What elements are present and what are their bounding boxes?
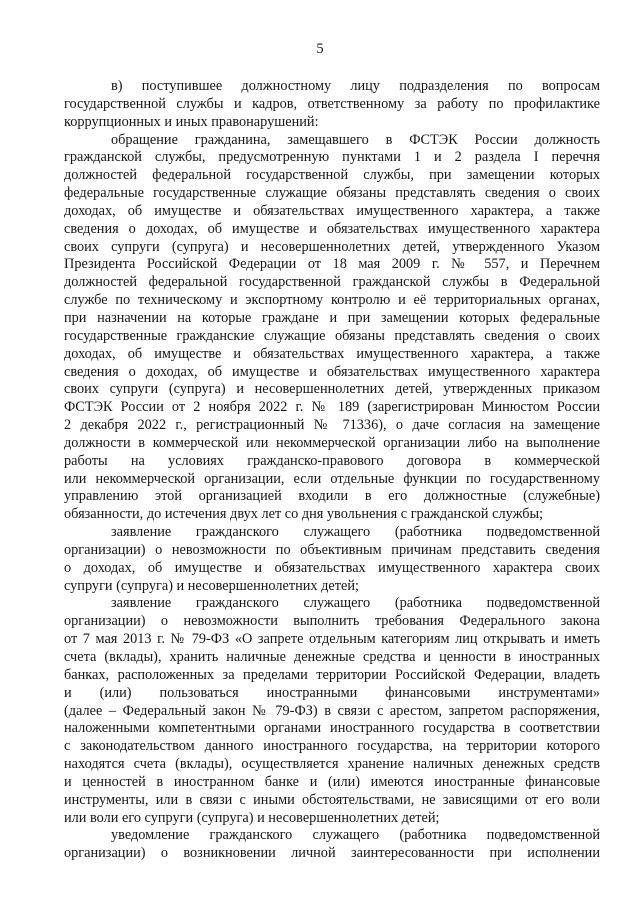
text-line: гражданской службы, предусмотренную пунктами 1 и 2 раздела I перечня — [64, 149, 600, 166]
text-line: инструменты, или в связи с иными обстоятельствами, не зависящими от его воли — [64, 791, 600, 808]
text-line: обязанности, до истечения двух лет со дня увольнения с гражданской службы; — [64, 506, 544, 523]
text-line: ФСТЭК России от 2 ноября 2022 г. № 189 (зарегистрирован Минюстом России — [64, 399, 600, 416]
text-line: федеральные государственные служащие обязаны представлять сведения о своих — [64, 185, 600, 202]
text-line: организации) о невозможности по объективным причинам представить сведения — [64, 541, 600, 558]
paragraph-statement-1 — [64, 524, 600, 595]
text-line: своих супруги (супруга) и несовершеннолетних детей, утвержденных приказом — [64, 381, 600, 398]
text-line: сведения о доходах, об имуществе и обязательствах имущественного характера — [64, 220, 600, 237]
text-line: должности в коммерческой или некоммерческой организации либо на выполнение — [64, 434, 600, 451]
text-line: доходах, об имуществе и обязательствах имущественного характера, а также — [64, 202, 600, 219]
document-body — [64, 78, 600, 863]
text-line: Президента Российской Федерации от 18 мая 2009 г. № 557, и Перечнем — [64, 256, 600, 273]
text-line: доходах, об имуществе и обязательствах имущественного характера, а также — [64, 345, 600, 362]
text-line: государственной службы и кадров, ответственному за работу по профилактике — [64, 95, 600, 112]
text-line: сведения о доходах, об имуществе и обязательствах имущественного характера — [64, 363, 600, 380]
text-line: при назначении на которые граждане и при замещении которых федеральные — [64, 309, 600, 326]
text-line: (далее – Федеральный закон № 79-ФЗ) в связи с арестом, запретом распоряжения, — [64, 702, 600, 719]
text-line: 2 декабря 2022 г., регистрационный № 71336), о даче согласия на замещение — [64, 417, 600, 434]
text-line: коррупционных и иных правонарушений: — [64, 113, 319, 130]
text-line: службе по техническому и экспортному контролю и её территориальных органах, — [64, 292, 600, 309]
text-line: счета (вклады), хранить наличные денежные средства и ценности в иностранных — [64, 649, 600, 665]
paragraph-appeal — [64, 132, 600, 525]
paragraph-item-v — [64, 78, 600, 132]
text-line: управлению этой организацией входили в его должностные (служебные) — [64, 488, 600, 505]
text-line: банках, расположенных за пределами территории Российской Федерации, владеть — [64, 666, 600, 683]
paragraph-notice — [64, 827, 600, 863]
text-line: и (или) пользоваться иностранными финансовыми инструментами» — [64, 684, 600, 701]
text-line: организации) о невозможности выполнить требования Федерального закона — [64, 613, 600, 630]
text-line: заявление гражданского служащего (работника подведомственной — [111, 524, 600, 541]
text-line: обращение гражданина, замещавшего в ФСТЭК России должность — [111, 131, 600, 148]
text-line: наложенными компетентными органами иностранного государства в соответствии — [64, 720, 600, 737]
text-line: государственные гражданские служащие обязаны представлять сведения о своих — [64, 327, 600, 344]
text-line: заявление гражданского служащего (работника подведомственной — [111, 595, 600, 612]
text-line: своих супруги (супруга) и несовершеннолетних детей, утвержденного Указом — [64, 238, 600, 255]
text-line: работы на условиях гражданско-правового договора в коммерческой — [64, 452, 600, 469]
text-line: супруги (супруга) и несовершеннолетних детей; — [64, 577, 359, 594]
paragraph-statement-2 — [64, 595, 600, 827]
text-line: должностей федеральной государственной гражданской службы в Федеральной — [64, 274, 600, 291]
text-line: должностей федеральной государственной службы, при замещении которых — [64, 167, 600, 184]
text-line: о доходах, об имуществе и обязательствах имущественного характера своих — [64, 559, 600, 576]
text-line: в) поступившее должностному лицу подразделения по вопросам — [111, 78, 600, 94]
text-line: организации) о возникновении личной заинтересованности при исполнении — [64, 845, 600, 862]
text-line: уведомление гражданского служащего (работника подведомственной — [111, 827, 600, 844]
text-line: от 7 мая 2013 г. № 79-ФЗ «О запрете отдельным категориям лиц открывать и иметь — [64, 631, 600, 648]
text-line: находятся счета (вклады), осуществляется хранение наличных денежных средств — [64, 756, 600, 773]
page-number: 5 — [316, 41, 324, 57]
text-line: и ценностей в иностранном банке и (или) имеются иностранные финансовые — [64, 773, 600, 790]
text-line: или воли его супруги (супруга) и несовершеннолетних детей; — [64, 809, 440, 826]
text-line: с законодательством данного иностранного государства, на территории которого — [64, 738, 600, 755]
text-line: или некоммерческой организации, если отдельные функции по государственному — [64, 470, 600, 487]
